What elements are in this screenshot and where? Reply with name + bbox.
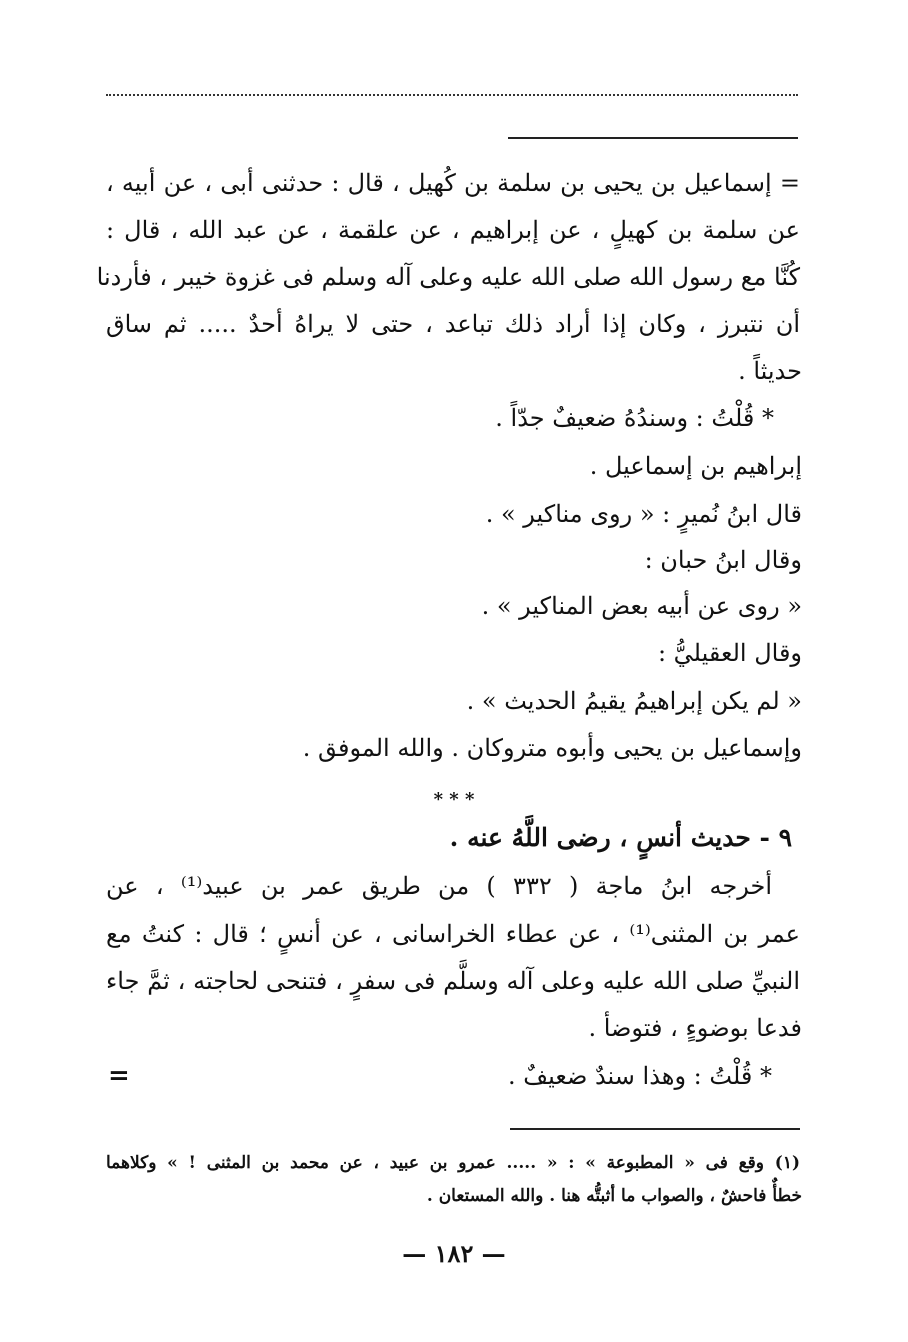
- continuation-rule: [508, 137, 798, 139]
- qult-statement: [495, 398, 774, 438]
- footnote-line: خطأٌ فاحشٌ ، والصواب ما أثبتُّه هنا . والله المستعان .: [426, 1186, 802, 1206]
- body-line: كُنَّا مع رسول الله صلى الله عليه وعلى آله وسلم فى غزوة خيبر ، فأردنا: [96, 263, 800, 291]
- body-line: أخرجه ابنُ ماجة ( ٣٣٢ ) من طريق عمر بن عبيد⁽¹⁾ ، عن: [106, 872, 772, 900]
- footnote-rule: [510, 1128, 800, 1130]
- narrator-line: إبراهيم بن إسماعيل .: [589, 452, 802, 480]
- body-line: حديثاً .: [738, 357, 802, 385]
- body-line: النبيِّ صلى الله عليه وعلى آله وسلَّم فى سفرٍ ، فتنحى لحاجته ، ثمَّ جاء: [106, 967, 800, 995]
- narrator-line: « لم يكن إبراهيمُ يقيمُ الحديث » .: [466, 687, 802, 715]
- qult-text: * قُلْتُ : وسندُهُ ضعيفٌ جدّاً .: [495, 404, 774, 432]
- qult-statement: [508, 1056, 772, 1096]
- continuation-mark: =: [108, 1061, 130, 1091]
- footnote-line: (١) وقع فى « المطبوعة » : « ..... عمرو بن عبيد ، عن محمد بن المثنى ! » وكلاهما: [106, 1153, 800, 1173]
- narrator-line: وإسماعيل بن يحيى وأبوه متروكان . والله الموفق .: [302, 734, 802, 762]
- section-heading: ٩ - حديث أنسٍ ، رضى اللَّهُ عنه .: [449, 823, 792, 852]
- narrator-line: « روى عن أبيه بعض المناكير » .: [481, 592, 802, 620]
- narrator-line: وقال العقيليُّ :: [657, 639, 802, 667]
- body-line: أن نتبرز ، وكان إذا أراد ذلك تباعد ، حتى لا يراهُ أحدٌ ..... ثم ساق: [106, 310, 800, 338]
- page-number: — ١٨٢ —: [402, 1239, 506, 1268]
- narrator-line: وقال ابنُ حبان :: [644, 546, 802, 574]
- body-line: عن سلمة بن كهيلٍ ، عن إبراهيم ، عن علقمة ، عن عبد الله ، قال :: [106, 216, 800, 244]
- body-line: = إسماعيل بن يحيى بن سلمة بن كُهيل ، قال : حدثنى أبى ، عن أبيه ،: [106, 169, 800, 197]
- qult-text: * قُلْتُ : وهذا سندٌ ضعيفٌ .: [508, 1062, 772, 1090]
- section-separator-stars: * * *: [433, 789, 475, 810]
- header-dotted-rule: [106, 94, 798, 96]
- body-line: عمر بن المثنى⁽¹⁾ ، عن عطاء الخراسانى ، عن أنسٍ ؛ قال : كنتُ مع: [106, 920, 800, 948]
- narrator-line: قال ابنُ نُميرٍ : « روى مناكير » .: [485, 500, 802, 528]
- body-line: فدعا بوضوءٍ ، فتوضأ .: [588, 1014, 802, 1042]
